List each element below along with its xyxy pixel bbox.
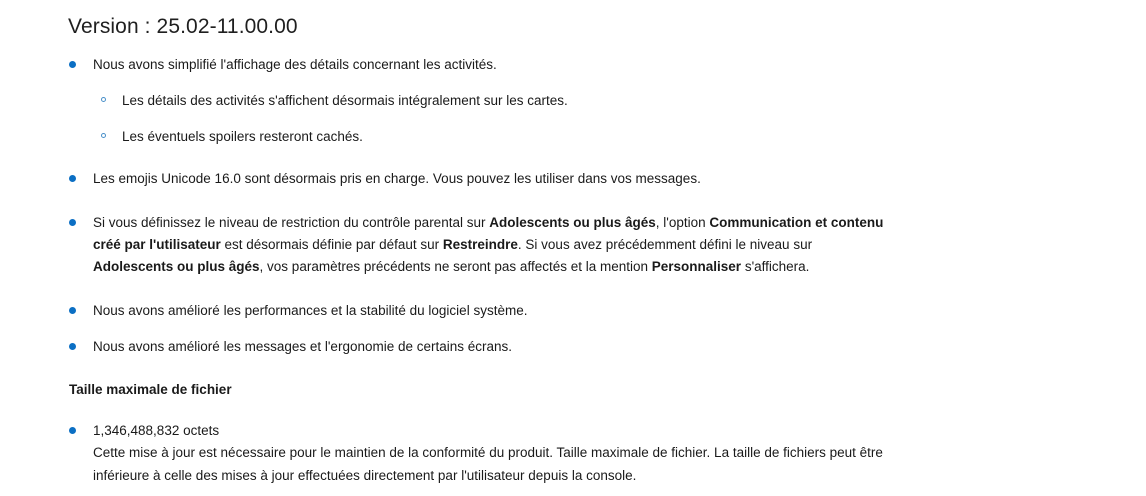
sub-bullet-label: Les éventuels spoilers resteront cachés. [122,129,363,144]
text-fragment: . Si vous avez précédemment défini le niveau sur [517,237,813,252]
bullet-label: Nous avons amélioré les performances et la stabilité du logiciel système. [93,303,528,318]
bullet-text-row [0,300,1146,322]
sub-list-item [0,90,1146,112]
emphasis-communication: Communication et contenu créé par l'utilisateur [93,215,884,252]
bullet-dot-icon [69,175,76,182]
list-item [0,54,1146,148]
section-heading-file-size: Taille maximale de fichier [69,382,232,397]
bullet-label: Les emojis Unicode 16.0 sont désormais pris en charge. Vous pouvez les utiliser dans vos messages. [93,171,701,186]
text-fragment: est désormais définie par défaut sur [220,237,443,252]
list-item [0,300,1146,322]
spacer [0,400,1146,420]
spacer [0,148,1146,168]
spacer [0,278,1146,300]
sub-list [0,90,1146,148]
release-notes-content [0,54,1146,487]
emphasis-adolescents-2: Adolescents ou plus âgés [93,259,260,274]
bullet-text-row [0,168,1146,190]
emphasis-adolescents: Adolescents ou plus âgés [489,215,656,230]
file-size-value: 1,346,488,832 octets [93,423,220,438]
sub-bullet-label: Les détails des activités s'affichent désormais intégralement sur les cartes. [122,93,568,108]
sub-list-item [0,126,1146,148]
sub-bullet-row [0,126,1146,148]
bullet-label: Nous avons amélioré les messages et l'ergonomie de certains écrans. [93,339,513,354]
sub-bullet-circle-icon [101,97,106,102]
bullet-dot-icon [69,61,76,68]
spacer [0,112,1146,126]
bullet-label: Nous avons simplifié l'affichage des détails concernant les activités. [93,57,497,72]
bullet-text-row [0,54,1146,76]
bullet-dot-icon [69,219,76,226]
sub-bullet-row [0,90,1146,112]
bullet-text-row [0,212,1146,278]
file-size-item [0,420,1146,442]
sub-bullet-circle-icon [101,133,106,138]
emphasis-restreindre: Restreindre [442,237,518,252]
bullet-dot-icon [69,343,76,350]
spacer [0,358,1146,380]
text-fragment: , vos paramètres précédents ne seront pas affectés et la mention [259,259,652,274]
page-title: Version : 25.02-11.00.00 [68,15,298,38]
text-fragment: Si vous définissez le niveau de restriction du contrôle parental sur [93,215,490,230]
file-size-description: Cette mise à jour est nécessaire pour le maintien de la conformité du produit. Taille maximale de fichier. La taille de fichiers peut être inférieure à celle des mises à jour effectuées directement par l'utilisateur depuis la console. [93,445,883,483]
spacer [0,322,1146,336]
bullet-text-row [0,336,1146,358]
text-fragment: s'affichera. [741,259,810,274]
release-notes-list [0,54,1146,358]
parental-paragraph [93,215,883,274]
bullet-dot-icon [69,307,76,314]
list-item-parental-control [0,212,1146,278]
spacer [0,190,1146,212]
list-item [0,168,1146,190]
text-fragment: , l'option [655,215,710,230]
emphasis-personnaliser: Personnaliser [651,259,742,274]
spacer [0,76,1146,90]
bullet-dot-icon [69,427,76,434]
list-item [0,336,1146,358]
